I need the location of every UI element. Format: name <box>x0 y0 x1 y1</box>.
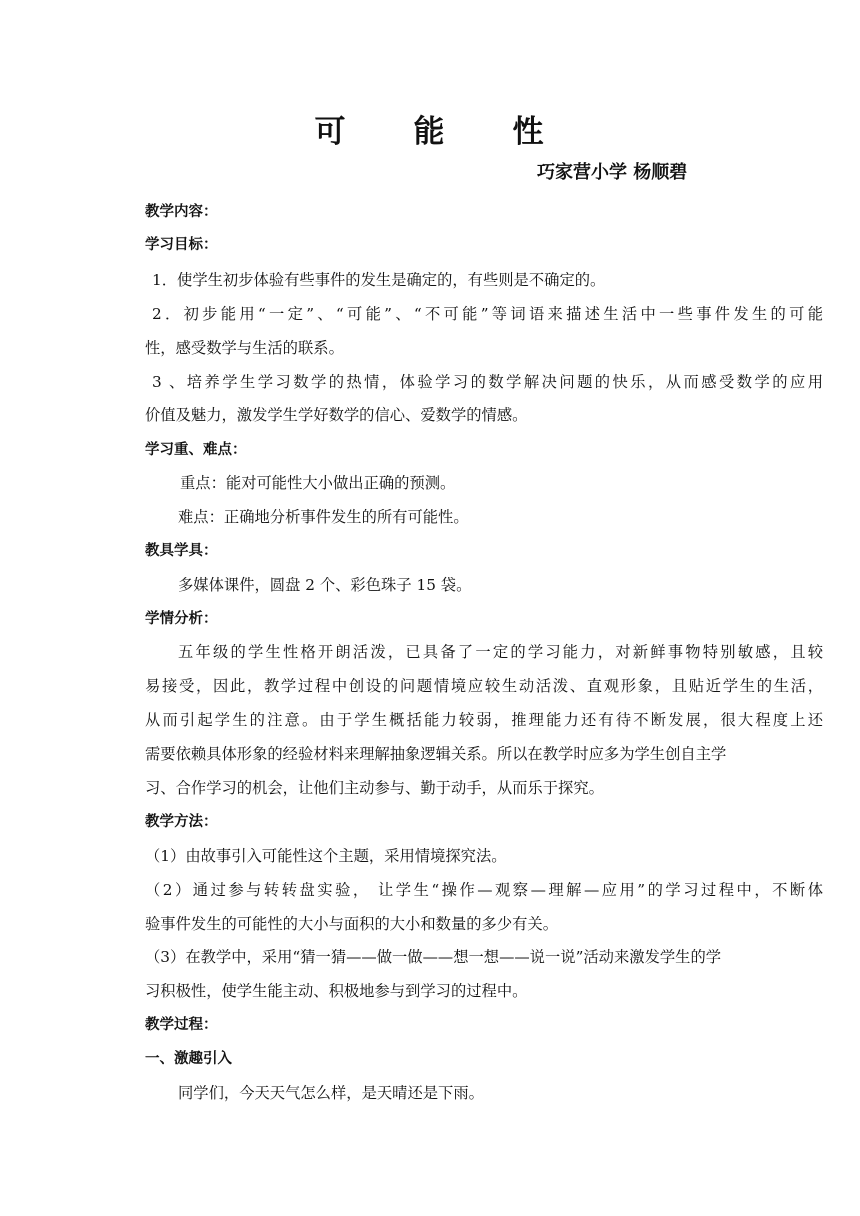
paragraph-line: 重点：能对可能性大小做出正确的预测。 <box>180 474 456 492</box>
section-heading: 教学过程： <box>145 1017 218 1033</box>
title-char: 能 <box>413 114 447 150</box>
paragraph-line: 五年级的学生性格开朗活泼，已具备了一定的学习能力，对新鲜事物特别敏感，且较 <box>178 643 823 661</box>
paragraph-line: 同学们，今天天气怎么样，是天晴还是下雨。 <box>178 1084 484 1102</box>
paragraph-line: 从而引起学生的注意。由于学生概括能力较弱，推理能力还有待不断发展，很大程度上还 <box>145 711 823 729</box>
paragraph-line: 3 、培养学生学习数学的热情，体验学习的数学解决问题的快乐，从而感受数学的应用 <box>152 373 823 391</box>
section-heading: 教学方法： <box>145 814 218 830</box>
paragraph-line: 需要依赖具体形象的经验材料来理解抽象逻辑关系。所以在教学时应多为学生创自主学 <box>145 745 727 763</box>
paragraph-line: 1．使学生初步体验有些事件的发生是确定的，有些则是不确定的。 <box>152 271 606 289</box>
author-line: 巧家营小学 杨顺碧 <box>537 162 688 183</box>
paragraph-line: （1）由故事引入可能性这个主题，采用情境探究法。 <box>145 847 507 865</box>
paragraph-line: （2）通过参与转转盘实验， 让学生“操作—观察—理解—应用”的学习过程中，不断体 <box>145 881 823 899</box>
section-heading: 教具学具： <box>145 543 218 559</box>
section-heading: 学情分析： <box>145 611 218 627</box>
paragraph-line: （3）在教学中，采用“猜一猜——做一做——想一想——说一说”活动来激发学生的学 <box>145 948 722 966</box>
title-char: 性 <box>512 114 546 150</box>
paragraph-line: 难点：正确地分析事件发生的所有可能性。 <box>178 508 469 526</box>
paragraph-line: 多媒体课件，圆盘 2 个、彩色珠子 15 袋。 <box>178 576 472 594</box>
document-title <box>0 106 860 151</box>
paragraph-line: 易接受，因此，教学过程中创设的问题情境应较生动活泼、直观形象，且贴近学生的生活， <box>145 677 823 695</box>
paragraph-line: 习积极性，使学生能主动、积极地参与到学习的过程中。 <box>145 982 528 1000</box>
paragraph-line: 2．初步能用“一定”、“可能”、“不可能”等词语来描述生活中一些事件发生的可能 <box>152 305 823 323</box>
title-char: 可 <box>314 114 348 150</box>
paragraph-line: 性，感受数学与生活的联系。 <box>145 339 344 357</box>
paragraph-line: 验事件发生的可能性的大小与面积的大小和数量的多少有关。 <box>145 915 559 933</box>
section-heading: 教学内容： <box>145 204 218 220</box>
section-heading: 一、激趣引入 <box>145 1051 232 1067</box>
section-heading: 学习目标： <box>145 237 218 253</box>
paragraph-line: 习、合作学习的机会，让他们主动参与、勤于动手，从而乐于探究。 <box>145 779 604 797</box>
paragraph-line: 价值及魅力，激发学生学好数学的信心、爱数学的情感。 <box>145 406 528 424</box>
section-heading: 学习重、难点： <box>145 442 247 458</box>
